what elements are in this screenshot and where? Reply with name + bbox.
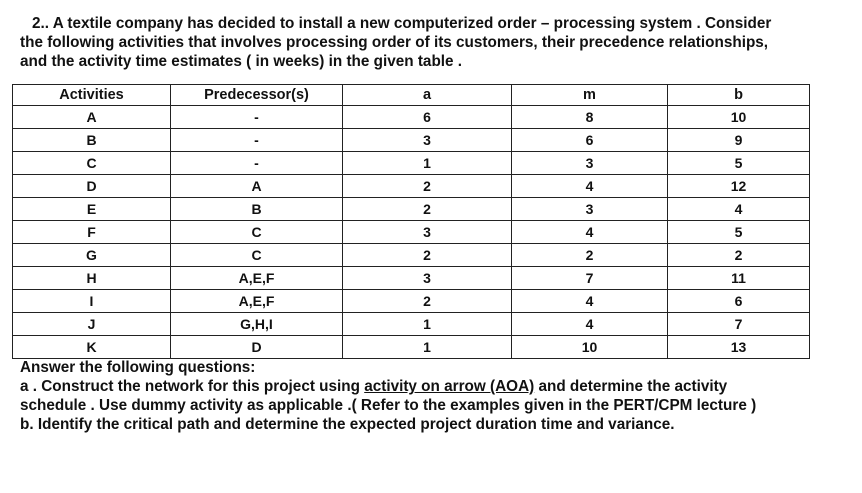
- problem-line-2: the following activities that involves processing order of its customers, their precedence relationships,: [20, 34, 769, 51]
- cell-predecessor: D: [171, 336, 343, 359]
- cell-m: 8: [512, 106, 668, 129]
- cell-predecessor: -: [171, 152, 343, 175]
- cell-predecessor: A: [171, 175, 343, 198]
- table-row: [13, 336, 810, 359]
- table-row: [13, 313, 810, 336]
- problem-statement: [20, 14, 850, 71]
- cell-b: 5: [668, 152, 810, 175]
- cell-activity: F: [13, 221, 171, 244]
- table-row: [13, 244, 810, 267]
- question-b: b. Identify the critical path and determine the expected project duration time and variance.: [20, 416, 675, 433]
- cell-predecessor: A,E,F: [171, 267, 343, 290]
- cell-activity: C: [13, 152, 171, 175]
- header-a: a: [343, 85, 512, 106]
- cell-a: 3: [343, 267, 512, 290]
- cell-predecessor: B: [171, 198, 343, 221]
- cell-predecessor: C: [171, 221, 343, 244]
- cell-predecessor: -: [171, 106, 343, 129]
- cell-activity: J: [13, 313, 171, 336]
- cell-a: 1: [343, 336, 512, 359]
- table-row: [13, 290, 810, 313]
- table-row: [13, 267, 810, 290]
- question-a-suffix: and determine the activity: [534, 378, 728, 395]
- cell-a: 1: [343, 313, 512, 336]
- cell-b: 10: [668, 106, 810, 129]
- cell-b: 5: [668, 221, 810, 244]
- cell-m: 6: [512, 129, 668, 152]
- cell-a: 2: [343, 244, 512, 267]
- cell-activity: D: [13, 175, 171, 198]
- cell-a: 6: [343, 106, 512, 129]
- cell-activity: K: [13, 336, 171, 359]
- table-row: [13, 152, 810, 175]
- cell-a: 2: [343, 198, 512, 221]
- cell-a: 1: [343, 152, 512, 175]
- header-m: m: [512, 85, 668, 106]
- cell-activity: I: [13, 290, 171, 313]
- activity-table: [12, 84, 810, 359]
- cell-a: 2: [343, 290, 512, 313]
- cell-predecessor: C: [171, 244, 343, 267]
- cell-b: 4: [668, 198, 810, 221]
- aoa-underlined-term: activity on arrow (AOA): [364, 378, 535, 395]
- questions-heading: Answer the following questions:: [20, 359, 256, 376]
- cell-m: 3: [512, 198, 668, 221]
- questions-section: [20, 358, 850, 434]
- cell-m: 4: [512, 290, 668, 313]
- cell-b: 6: [668, 290, 810, 313]
- cell-activity: E: [13, 198, 171, 221]
- cell-activity: G: [13, 244, 171, 267]
- cell-activity: B: [13, 129, 171, 152]
- cell-m: 4: [512, 175, 668, 198]
- table-row: [13, 106, 810, 129]
- table-row: [13, 175, 810, 198]
- cell-m: 2: [512, 244, 668, 267]
- table-row: [13, 129, 810, 152]
- problem-line-1: 2.. A textile company has decided to install a new computerized order – processing system . Consider: [32, 15, 772, 32]
- table-header-row: [13, 85, 810, 106]
- cell-a: 2: [343, 175, 512, 198]
- question-a-line-1: [20, 377, 850, 396]
- cell-predecessor: A,E,F: [171, 290, 343, 313]
- cell-m: 3: [512, 152, 668, 175]
- cell-predecessor: G,H,I: [171, 313, 343, 336]
- cell-activity: A: [13, 106, 171, 129]
- cell-predecessor: -: [171, 129, 343, 152]
- cell-m: 4: [512, 313, 668, 336]
- cell-activity: H: [13, 267, 171, 290]
- header-activities: Activities: [13, 85, 171, 106]
- cell-b: 9: [668, 129, 810, 152]
- header-predecessors: Predecessor(s): [171, 85, 343, 106]
- cell-b: 11: [668, 267, 810, 290]
- cell-a: 3: [343, 221, 512, 244]
- problem-line-3: and the activity time estimates ( in weeks) in the given table .: [20, 53, 463, 70]
- cell-b: 12: [668, 175, 810, 198]
- question-a-prefix: a . Construct the network for this project using: [20, 378, 365, 395]
- table-row: [13, 221, 810, 244]
- cell-m: 4: [512, 221, 668, 244]
- cell-b: 2: [668, 244, 810, 267]
- table-row: [13, 198, 810, 221]
- cell-b: 7: [668, 313, 810, 336]
- question-a-line-2: schedule . Use dummy activity as applicable .( Refer to the examples given in the PERT/CPM lecture ): [20, 397, 757, 414]
- cell-a: 3: [343, 129, 512, 152]
- cell-b: 13: [668, 336, 810, 359]
- header-b: b: [668, 85, 810, 106]
- cell-m: 7: [512, 267, 668, 290]
- cell-m: 10: [512, 336, 668, 359]
